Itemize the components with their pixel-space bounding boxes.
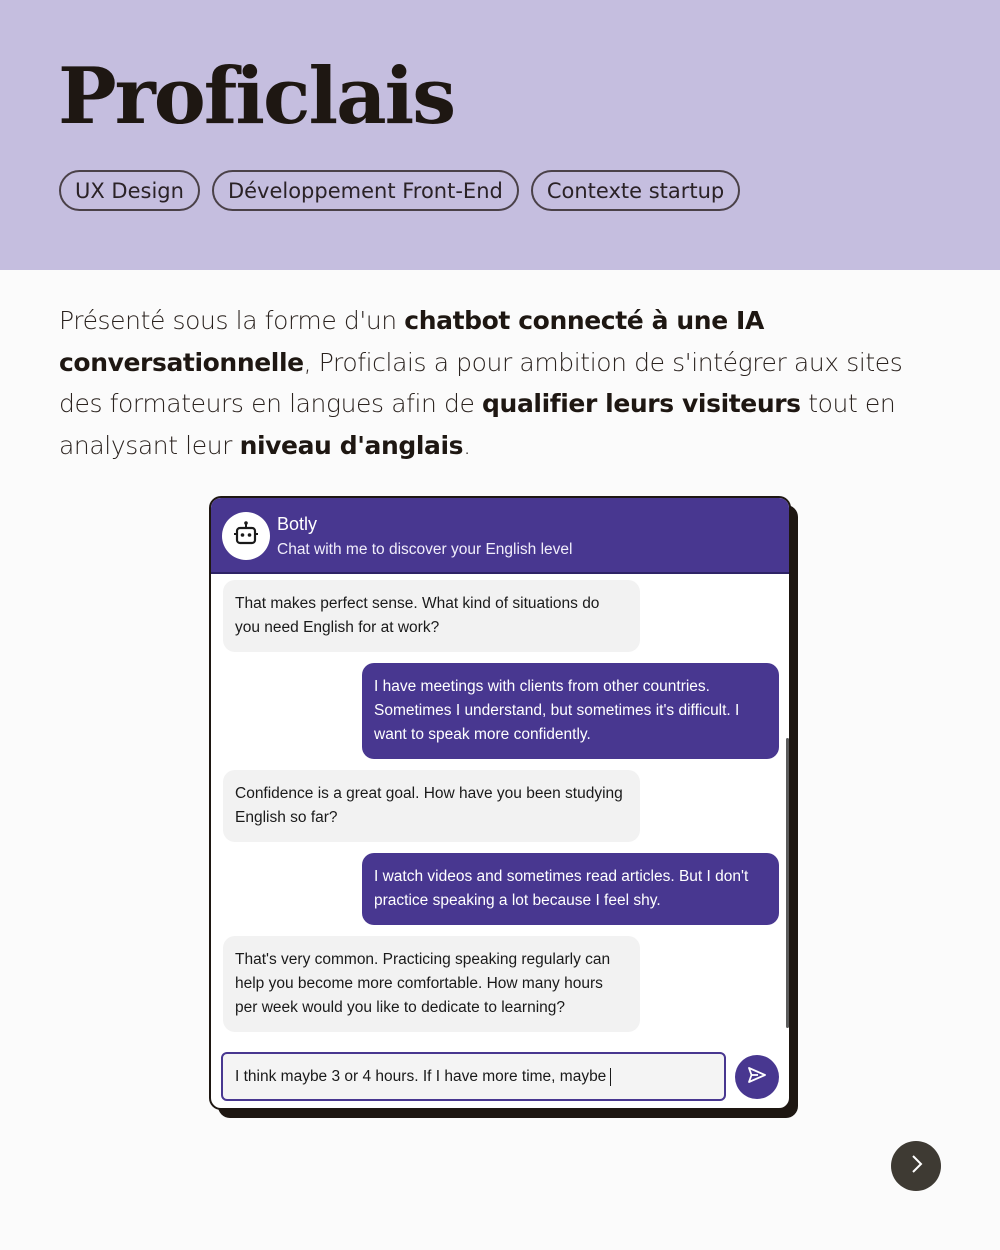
tag-ux-design: UX Design [59, 170, 200, 211]
message-input[interactable] [221, 1052, 726, 1101]
user-message: I have meetings with clients from other countries. Sometimes I understand, but sometimes it's difficult. I want to speak more confidently. [362, 663, 779, 759]
intro-paragraph [59, 300, 939, 466]
user-message: I watch videos and sometimes read articles. But I don't practice speaking a lot because I feel shy. [362, 853, 779, 925]
tag-startup: Contexte startup [531, 170, 740, 211]
chat-widget [209, 496, 791, 1110]
intro-highlight: chatbot connecté à une IA conversationnelle [59, 306, 764, 377]
bot-avatar [222, 512, 270, 560]
intro-text: , Proficlais a pour ambition de s'intégrer aux sites des formateurs en langues afin de [59, 347, 903, 418]
intro-text: . [463, 430, 471, 460]
intro-highlight: qualifier leurs visiteurs [482, 389, 801, 418]
intro-text: Présenté sous la forme d'un [59, 306, 405, 335]
bot-message: That makes perfect sense. What kind of situations do you need English for at work? [223, 580, 640, 652]
bot-message: That's very common. Practicing speaking regularly can help you become more comfortable. How many hours per week would you like to dedicate to learning? [223, 936, 640, 1032]
send-button[interactable] [735, 1055, 779, 1099]
tag-front-end: Développement Front-End [212, 170, 519, 211]
send-icon [747, 1065, 767, 1089]
bot-name: Botly [277, 514, 318, 534]
bot-subtitle: Chat with me to discover your English level [277, 541, 573, 558]
chevron-right-icon [905, 1153, 927, 1179]
chat-scrollbar[interactable] [786, 738, 789, 1028]
intro-text: tout en analysant leur [59, 389, 896, 460]
project-title: Proficlais [58, 51, 455, 142]
tag-list [59, 170, 740, 211]
text-caret [610, 1068, 611, 1086]
next-button[interactable] [891, 1141, 941, 1191]
message-input-value: I think maybe 3 or 4 hours. If I have more time, maybe [235, 1067, 607, 1085]
chat-header [211, 498, 789, 574]
robot-icon [231, 519, 261, 553]
intro-highlight: niveau d'anglais [239, 430, 464, 460]
bot-message: Confidence is a great goal. How have you been studying English so far? [223, 770, 640, 842]
hero-banner [0, 0, 1000, 270]
